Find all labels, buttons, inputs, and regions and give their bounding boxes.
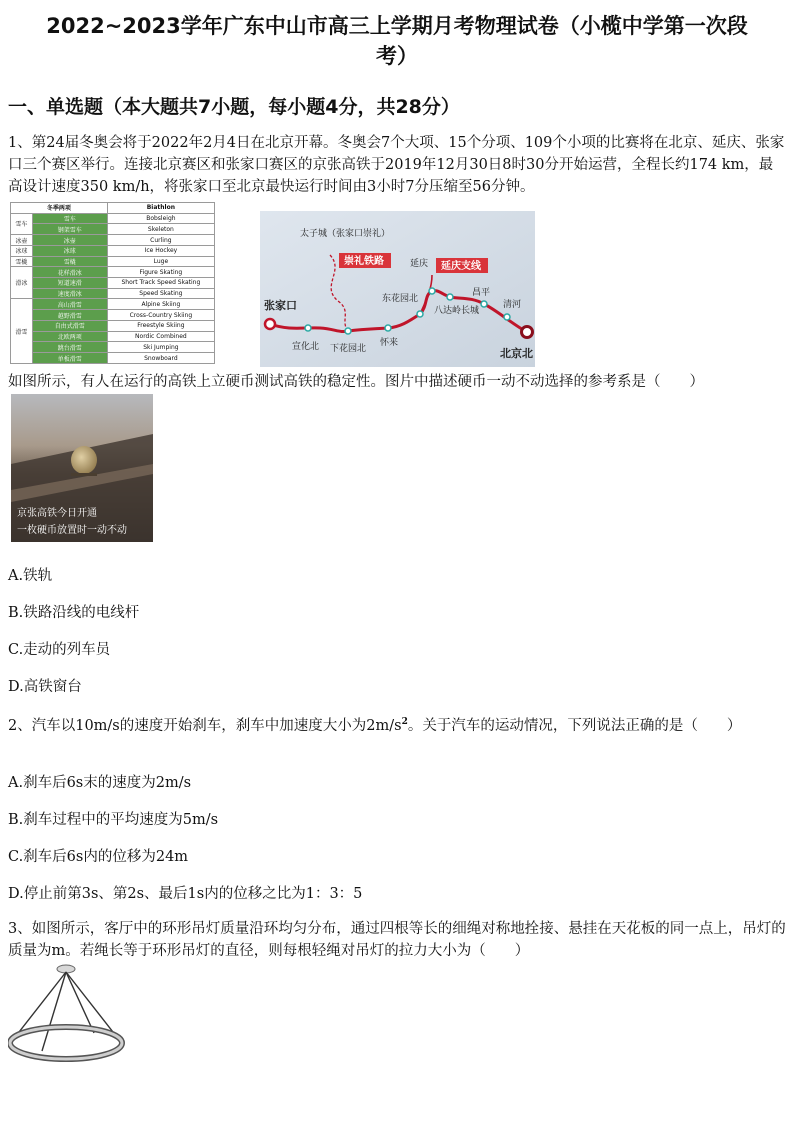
winter-sports-table <box>10 202 215 364</box>
table-cell-cn: 冰球 <box>32 245 107 256</box>
station-marker <box>504 314 510 320</box>
table-cell-en: Freestyle Skiing <box>107 320 214 331</box>
ceiling-mount <box>57 965 75 973</box>
coin-on-train-photo <box>11 394 153 542</box>
table-cell-en: Skeleton <box>107 224 214 235</box>
map-label-badaling: 八达岭长城 <box>434 306 480 316</box>
table-cell-cn: 自由式滑雪 <box>32 320 107 331</box>
section-heading: 一、单选题（本大题共7小题，每小题4分，共28分） <box>8 96 460 118</box>
table-cell-cn: 北欧两项 <box>32 331 107 342</box>
station-marker <box>385 325 391 331</box>
q1-option-a[interactable]: A.铁轨 <box>8 568 53 584</box>
table-row <box>11 320 215 331</box>
table-row <box>11 235 215 246</box>
map-label-xiahuayuanbei: 下花园北 <box>330 344 367 354</box>
table-row <box>11 267 215 278</box>
map-label-yanqing-branch: 延庆支线 <box>441 261 481 272</box>
map-label-huailai: 怀来 <box>380 338 399 348</box>
table-row <box>11 213 215 224</box>
table-cell-cn: 雪车 <box>32 213 107 224</box>
table-row <box>11 256 215 267</box>
table-row <box>11 288 215 299</box>
coin-photo-illustration <box>11 394 153 542</box>
table-header-en: Biathlon <box>107 203 214 214</box>
ring-chandelier-figure <box>8 963 128 1065</box>
map-label-beijingbei: 北京北 <box>500 347 533 360</box>
table-cell-cn: 跳台滑雪 <box>32 342 107 353</box>
table-cell-category: 雪车 <box>11 213 33 234</box>
document-title-line2: 考） <box>376 44 418 68</box>
table-cell-en: Ice Hockey <box>107 245 214 256</box>
table-row <box>11 299 215 310</box>
table-cell-cn: 雪橇 <box>32 256 107 267</box>
table-cell-category: 滑雪 <box>11 299 33 364</box>
station-marker <box>447 294 453 300</box>
table-cell-cn: 冰壶 <box>32 235 107 246</box>
table-row <box>11 331 215 342</box>
table-cell-en: Figure Skating <box>107 267 214 278</box>
table-row <box>11 224 215 235</box>
table-row <box>11 310 215 321</box>
table-cell-en: Curling <box>107 235 214 246</box>
table-cell-en: Snowboard <box>107 353 214 364</box>
q1-option-b[interactable]: B.铁路沿线的电线杆 <box>8 605 140 621</box>
table-cell-category: 滑冰 <box>11 267 33 299</box>
table-cell-cn: 单板滑雪 <box>32 353 107 364</box>
map-label-chongli-railway: 崇礼铁路 <box>344 256 384 267</box>
table-cell-en: Luge <box>107 256 214 267</box>
table-row <box>11 342 215 353</box>
coin-edge <box>71 473 97 476</box>
table-header-row <box>11 203 215 214</box>
map-label-zhangjiakou: 张家口 <box>264 299 297 312</box>
table-cell-cn: 速度滑冰 <box>32 288 107 299</box>
station-marker <box>417 311 423 317</box>
table-cell-en: Ski Jumping <box>107 342 214 353</box>
map-label-xuanhuabei: 宣化北 <box>292 342 320 352</box>
q2-stem-part2: 。关于汽车的运动情况，下列说法正确的是（ ） <box>407 717 742 734</box>
map-label-donghuayuanbei: 东花园北 <box>382 294 419 304</box>
map-label-qinghe: 清河 <box>503 300 522 310</box>
q2-stem <box>8 711 786 737</box>
table-cell-cn: 钢架雪车 <box>32 224 107 235</box>
coin <box>71 446 97 474</box>
table-cell-cn: 短道速滑 <box>32 278 107 289</box>
q1-option-d[interactable]: D.高铁窗台 <box>8 679 82 695</box>
rope <box>42 972 66 1051</box>
table-row <box>11 278 215 289</box>
map-label-changping: 昌平 <box>472 288 491 298</box>
station-marker <box>305 325 311 331</box>
photo-caption-2: 一枚硬币放置时一动不动 <box>17 525 127 536</box>
table-cell-en: Short Track Speed Skating <box>107 278 214 289</box>
zhangjiakou-terminal <box>265 319 275 329</box>
beijingbei-terminal <box>522 327 533 338</box>
q2-option-b[interactable]: B.刹车过程中的平均速度为5m/s <box>8 812 219 828</box>
q1-question: 如图所示，有人在运行的高铁上立硬币测试高铁的稳定性。图片中描述硬币一动不动选择的参考系是（ ） <box>8 374 704 390</box>
map-label-yanqing: 延庆 <box>410 259 429 269</box>
q2-stem-exponent: 2 <box>401 717 408 727</box>
table-cell-en: Bobsleigh <box>107 213 214 224</box>
table-cell-category: 冰球 <box>11 245 33 256</box>
q2-option-a[interactable]: A.刹车后6s末的速度为2m/s <box>8 775 192 791</box>
table-cell-en: Alpine Skiing <box>107 299 214 310</box>
q1-stem: 1、第24届冬奥会将于2022年2月4日在北京开幕。冬奥会7个大项、15个分项、109个小项的比赛将在北京、延庆、张家口三个赛区举行。连接北京赛区和张家口赛区的京张高铁于2019年12月30日8时30分开始运营，全程长约174 km，最高设计速度350 km/h，将张家口至北京最快运行时间由3小时7分压缩至56分钟。 <box>8 135 785 195</box>
table-cell-category: 冰壶 <box>11 235 33 246</box>
station-marker <box>481 301 487 307</box>
map-label-taizicheng: 太子城（张家口崇礼） <box>300 229 391 239</box>
table-cell-en: Nordic Combined <box>107 331 214 342</box>
q2-option-d[interactable]: D.停止前第3s、第2s、最后1s内的位移之比为1：3：5 <box>8 886 363 902</box>
table-cell-category: 雪橇 <box>11 256 33 267</box>
table-cell-cn: 高山滑雪 <box>32 299 107 310</box>
jingzhang-railway-map <box>260 211 535 367</box>
table-cell-en: Cross-Country Skiing <box>107 310 214 321</box>
table-cell-cn: 越野滑雪 <box>32 310 107 321</box>
station-marker <box>429 288 435 294</box>
table-header-cn: 冬季两项 <box>11 203 108 214</box>
q2-stem-part1: 2、汽车以10m/s的速度开始刹车，刹车中加速度大小为2m/s <box>8 717 402 734</box>
q2-option-c[interactable]: C.刹车后6s内的位移为24m <box>8 849 189 865</box>
station-marker <box>345 328 351 334</box>
table-cell-cn: 花样滑冰 <box>32 267 107 278</box>
document-title-line1: 2022~2023学年广东中山市高三上学期月考物理试卷（小榄中学第一次段 <box>46 14 748 38</box>
photo-caption-1: 京张高铁今日开通 <box>17 508 97 519</box>
table-cell-en: Speed Skating <box>107 288 214 299</box>
q3-stem: 3、如图所示，客厅中的环形吊灯质量沿环均匀分布，通过四根等长的细绳对称地拴接、悬挂在天花板的同一点上，吊灯的质量为m。若绳长等于环形吊灯的直径，则每根轻绳对吊灯的拉力大小为（ ） <box>8 921 786 959</box>
lamp-ring-inner <box>10 1027 122 1059</box>
table-row <box>11 245 215 256</box>
q1-option-c[interactable]: C.走动的列车员 <box>8 642 111 658</box>
table-row <box>11 353 215 364</box>
